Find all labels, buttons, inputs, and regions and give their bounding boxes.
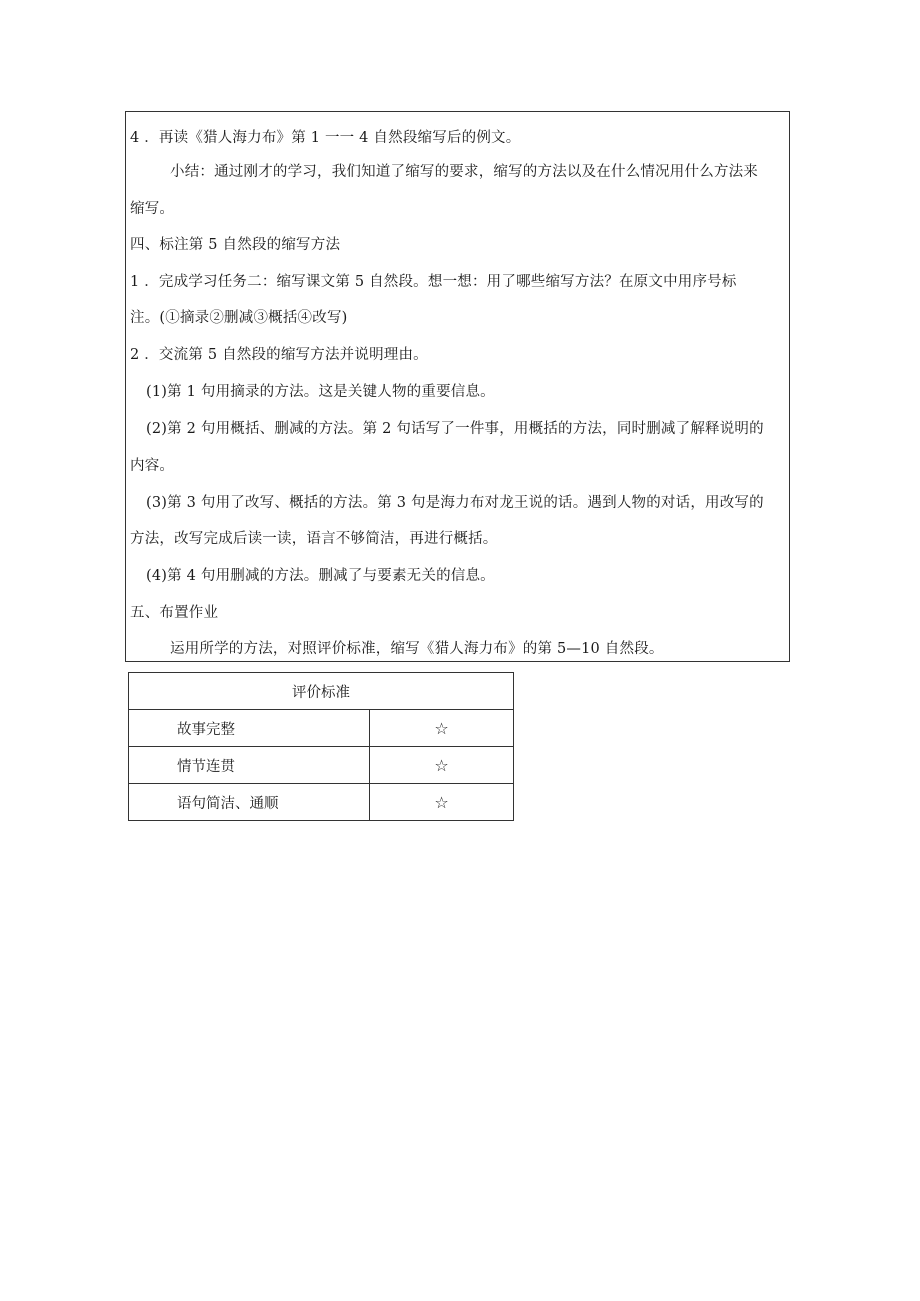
task-1-line-1: 1 ．完成学习任务二：缩写课文第 5 自然段。想一想：用了哪些缩写方法？在原文中用序号标 (130, 274, 737, 290)
step-4-reread: 4 ．再读《猎人海力布》第 1 一一 4 自然段缩写后的例文。 (130, 130, 521, 146)
evaluation-table (128, 672, 514, 821)
task-1-line-2: 注。(①摘录②删减③概括④改写) (130, 310, 348, 326)
item-3-line-1: (3)第 3 句用了改写、概括的方法。第 3 句是海力布对龙王说的话。遇到人物的对话，用改写的 (146, 495, 764, 511)
task-2-heading: 2 ．交流第 5 自然段的缩写方法并说明理由。 (130, 347, 428, 363)
homework-line: 运用所学的方法，对照评价标准，缩写《猎人海力布》的第 5—10 自然段。 (170, 641, 664, 657)
table-row (129, 710, 514, 747)
star-icon: ☆ (370, 784, 514, 821)
item-1-line: (1)第 1 句用摘录的方法。这是关键人物的重要信息。 (146, 384, 495, 400)
item-2-line-2: 内容。 (130, 458, 175, 474)
item-3-line-2: 方法，改写完成后读一读，语言不够简洁，再进行概括。 (130, 531, 498, 547)
table-row (129, 784, 514, 821)
criterion-concise-fluent: 语句简洁、通顺 (129, 784, 370, 821)
summary-line-2: 缩写。 (130, 201, 175, 217)
summary-line-1: 小结：通过刚才的学习，我们知道了缩写的要求，缩写的方法以及在什么情况用什么方法来 (170, 164, 758, 180)
item-2-line-1: (2)第 2 句用概括、删减的方法。第 2 句话写了一件事，用概括的方法，同时删减了解释说明的 (146, 421, 764, 437)
criterion-story-complete: 故事完整 (129, 710, 370, 747)
section-4-heading: 四、标注第 5 自然段的缩写方法 (130, 237, 341, 253)
evaluation-header: 评价标准 (129, 673, 514, 710)
star-icon: ☆ (370, 747, 514, 784)
star-icon: ☆ (370, 710, 514, 747)
evaluation-header-row (129, 673, 514, 710)
lesson-content-box (125, 111, 790, 662)
section-5-heading: 五、布置作业 (130, 605, 219, 621)
criterion-plot-coherent: 情节连贯 (129, 747, 370, 784)
item-4-line: (4)第 4 句用删减的方法。删减了与要素无关的信息。 (146, 568, 495, 584)
table-row (129, 747, 514, 784)
